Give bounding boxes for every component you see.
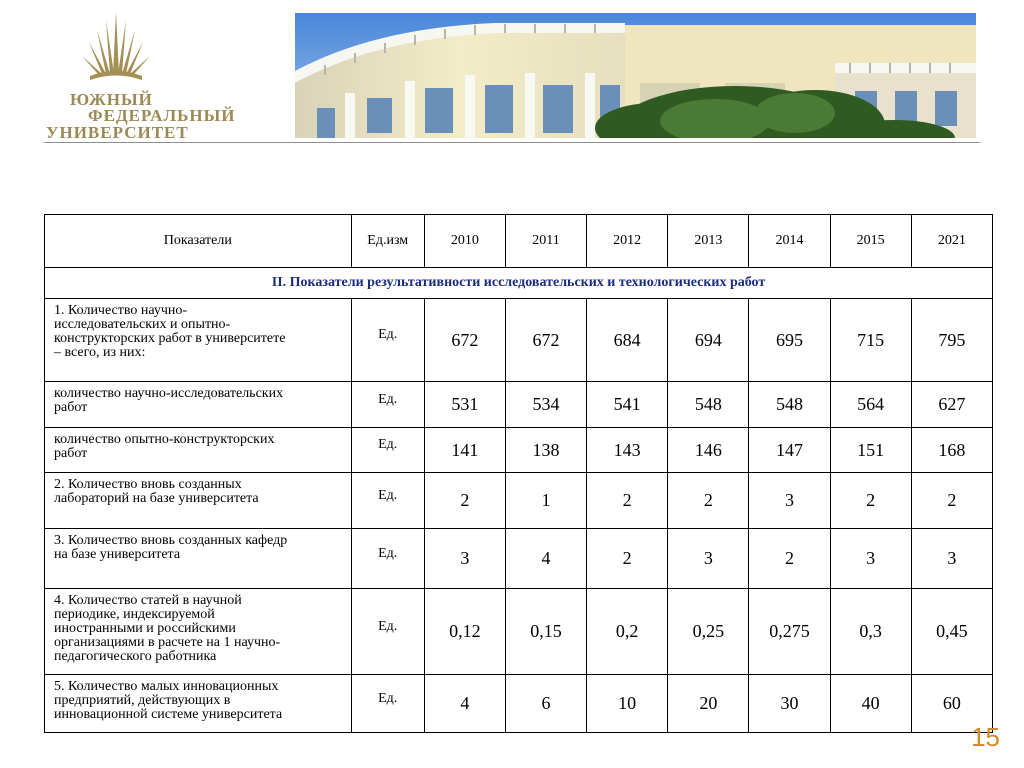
- value-2013: 2: [668, 473, 749, 529]
- logo-text-line-3: УНИВЕРСИТЕТ: [46, 123, 189, 142]
- value-2014: 0,275: [749, 589, 830, 675]
- value-2014: 30: [749, 675, 830, 733]
- value-2014: 3: [749, 473, 830, 529]
- value-2010: 141: [424, 428, 505, 473]
- table-row: [45, 473, 993, 529]
- label-line: 1. Количество научно-: [54, 303, 188, 318]
- unit-text: Ед.: [378, 690, 398, 706]
- university-logo: [40, 10, 240, 142]
- value-2015: 3: [830, 529, 911, 589]
- label-line: 3. Количество вновь созданных кафедр: [54, 533, 288, 548]
- row-indicator-label: [45, 589, 352, 675]
- value-2021: 60: [911, 675, 992, 733]
- row-indicator-label: [45, 473, 352, 529]
- logo-text-line-1: ЮЖНЫЙ: [70, 90, 153, 109]
- label-line: предприятий, действующих в: [54, 693, 231, 708]
- label-line: педагогического работника: [54, 649, 217, 664]
- unit-text: Ед.: [378, 391, 398, 407]
- header-year-2014: 2014: [749, 215, 830, 268]
- row-unit: [351, 529, 424, 589]
- header-divider: [44, 142, 980, 143]
- unit-text: Ед.: [378, 618, 398, 634]
- value-2012: 2: [587, 473, 668, 529]
- value-2011: 138: [505, 428, 586, 473]
- row-unit: [351, 675, 424, 733]
- unit-text: Ед.: [378, 487, 398, 503]
- value-2014: 695: [749, 299, 830, 382]
- header-year-2021: 2021: [911, 215, 992, 268]
- university-building-photo: [295, 13, 976, 138]
- label-line: исследовательских и опытно-: [54, 317, 231, 332]
- unit-text: Ед.: [378, 327, 398, 342]
- row-unit: [351, 473, 424, 529]
- value-2015: 151: [830, 428, 911, 473]
- row-unit: [351, 382, 424, 428]
- table-row: [45, 299, 993, 382]
- label-line: количество научно-исследовательских: [54, 386, 284, 401]
- table-row: [45, 529, 993, 589]
- value-2011: 672: [505, 299, 586, 382]
- row-unit: [351, 299, 424, 382]
- row-indicator-label: [45, 675, 352, 733]
- label-line: 4. Количество статей в научной: [54, 593, 242, 608]
- value-2021: 627: [911, 382, 992, 428]
- value-2012: 10: [587, 675, 668, 733]
- row-indicator-label: [45, 382, 352, 428]
- value-2011: 6: [505, 675, 586, 733]
- label-line: инновационной системе университета: [54, 707, 283, 722]
- header-year-2012: 2012: [587, 215, 668, 268]
- row-unit: [351, 589, 424, 675]
- label-line: организациями в расчете на 1 научно-: [54, 635, 281, 650]
- logo-text-line-2: ФЕДЕРАЛЬНЫЙ: [88, 106, 236, 125]
- value-2014: 147: [749, 428, 830, 473]
- value-2014: 548: [749, 382, 830, 428]
- table-header-row: [45, 215, 993, 268]
- table-row: [45, 382, 993, 428]
- value-2010: 4: [424, 675, 505, 733]
- value-2010: 3: [424, 529, 505, 589]
- value-2012: 143: [587, 428, 668, 473]
- indicators-table: [44, 214, 993, 733]
- label-line: лабораторий на базе университета: [54, 491, 259, 506]
- value-2010: 2: [424, 473, 505, 529]
- value-2015: 715: [830, 299, 911, 382]
- table-row: [45, 589, 993, 675]
- label-line: иностранными и российскими: [54, 621, 236, 636]
- value-2011: 1: [505, 473, 586, 529]
- label-line: – всего, из них:: [54, 345, 146, 360]
- header-unit: Ед.изм: [351, 215, 424, 268]
- value-2013: 0,25: [668, 589, 749, 675]
- value-2010: 0,12: [424, 589, 505, 675]
- label-line: количество опытно-конструкторских: [54, 432, 275, 447]
- row-indicator-label: [45, 529, 352, 589]
- value-2013: 3: [668, 529, 749, 589]
- unit-text: Ед.: [378, 545, 398, 561]
- value-2015: 0,3: [830, 589, 911, 675]
- label-line: конструкторских работ в университете: [54, 331, 286, 346]
- label-line: на базе университета: [54, 547, 181, 562]
- label-line: работ: [54, 446, 88, 461]
- row-indicator-label: [45, 299, 352, 382]
- value-2012: 0,2: [587, 589, 668, 675]
- value-2011: 534: [505, 382, 586, 428]
- value-2015: 2: [830, 473, 911, 529]
- value-2012: 2: [587, 529, 668, 589]
- value-2021: 3: [911, 529, 992, 589]
- label-line: 5. Количество малых инновационных: [54, 679, 279, 694]
- section-title: II. Показатели результативности исследовательских и технологических работ: [45, 268, 993, 299]
- value-2012: 541: [587, 382, 668, 428]
- row-unit: [351, 428, 424, 473]
- slide-number: 15: [971, 722, 1000, 752]
- sunburst-logo-icon: [76, 10, 156, 88]
- header-year-2011: 2011: [505, 215, 586, 268]
- value-2011: 4: [505, 529, 586, 589]
- header-year-2013: 2013: [668, 215, 749, 268]
- row-indicator-label: [45, 428, 352, 473]
- value-2010: 672: [424, 299, 505, 382]
- value-2021: 2: [911, 473, 992, 529]
- value-2011: 0,15: [505, 589, 586, 675]
- value-2013: 146: [668, 428, 749, 473]
- value-2021: 795: [911, 299, 992, 382]
- value-2013: 548: [668, 382, 749, 428]
- section-row: [45, 268, 993, 299]
- value-2021: 0,45: [911, 589, 992, 675]
- value-2013: 20: [668, 675, 749, 733]
- value-2015: 564: [830, 382, 911, 428]
- header-year-2015: 2015: [830, 215, 911, 268]
- label-line: периодике, индексируемой: [54, 607, 215, 622]
- table-row: [45, 428, 993, 473]
- value-2021: 168: [911, 428, 992, 473]
- label-line: 2. Количество вновь созданных: [54, 477, 242, 492]
- label-line: работ: [54, 400, 88, 415]
- value-2013: 694: [668, 299, 749, 382]
- header-year-2010: 2010: [424, 215, 505, 268]
- table-row: [45, 675, 993, 733]
- value-2015: 40: [830, 675, 911, 733]
- value-2014: 2: [749, 529, 830, 589]
- header-indicator: Показатели: [45, 215, 352, 268]
- value-2012: 684: [587, 299, 668, 382]
- value-2010: 531: [424, 382, 505, 428]
- unit-text: Ед.: [378, 437, 398, 452]
